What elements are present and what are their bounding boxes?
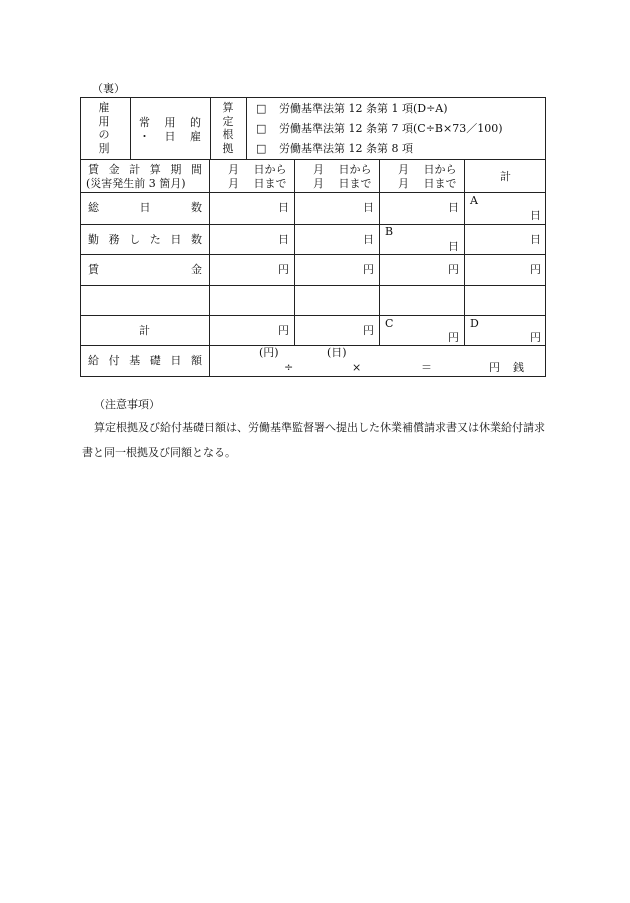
label-char: 計 [129, 163, 141, 176]
total-sum-unit[interactable]: 円 [530, 331, 541, 344]
label-char: し [129, 233, 141, 246]
total-days-2-unit[interactable]: 日 [363, 201, 374, 214]
label-char: 金 [191, 263, 202, 276]
label-char: 日 [170, 354, 182, 367]
label-b: B [385, 225, 394, 238]
label-char: 賃 [88, 163, 99, 176]
label-char: 数 [191, 201, 202, 214]
total-days-sum-unit[interactable]: 日 [530, 209, 541, 222]
value-char: 的 [190, 116, 201, 129]
page-label: （裏） [92, 82, 125, 95]
sen-unit: 銭 [513, 361, 524, 374]
checkbox-icon[interactable]: □ [256, 102, 267, 115]
basis-option-label: 労働基準法第 12 条第 1 項(D÷A) [279, 102, 448, 115]
label-char: 用 [98, 114, 110, 128]
period-3-from[interactable]: 月 日から [398, 163, 457, 176]
wages-1-unit[interactable]: 円 [278, 263, 289, 276]
notes-title: （注意事項） [94, 398, 160, 411]
total-3-unit[interactable]: 円 [448, 331, 459, 344]
label-char: た [149, 233, 161, 246]
label-char: 定 [222, 114, 234, 128]
label-char: 雇 [98, 101, 110, 114]
label-char: 総 [88, 201, 99, 214]
label-char: 拠 [222, 141, 234, 155]
value-char: 用 [164, 116, 176, 129]
checkbox-icon[interactable]: □ [256, 142, 267, 155]
worked-days-2-unit[interactable]: 日 [363, 233, 374, 246]
wages-label [88, 264, 202, 275]
period-1-to[interactable]: 月 日まで [228, 177, 287, 190]
total-days-3-unit[interactable]: 日 [448, 201, 459, 214]
label-a: A [470, 194, 478, 207]
period-2-to[interactable]: 月 日まで [313, 177, 372, 190]
label-char: 数 [190, 233, 202, 246]
total-1-unit[interactable]: 円 [278, 324, 289, 337]
label-char: の [98, 128, 110, 142]
label-char: 礎 [149, 354, 161, 367]
basis-label [222, 102, 234, 154]
label-char: 日 [139, 201, 151, 214]
value-char: 雇 [190, 130, 201, 143]
total-row-label: 計 [139, 324, 150, 337]
yen-unit: 円 [489, 361, 500, 374]
wages-3-unit[interactable]: 円 [448, 263, 459, 276]
label-char: 算 [222, 101, 234, 114]
divide-sign: ÷ [284, 361, 294, 374]
yen-paren-label: (円) [259, 346, 279, 359]
label-char: 額 [190, 354, 202, 367]
value-char: ・ [139, 130, 150, 143]
period-2-from[interactable]: 月 日から [313, 163, 372, 176]
worked-days-sum-unit[interactable]: 日 [530, 233, 541, 246]
basis-option-label: 労働基準法第 12 条第 7 項(C÷B×73／100) [279, 122, 503, 135]
value-char: 常 [139, 116, 150, 129]
equals-sign: ＝ [421, 361, 432, 374]
day-paren-label: (日) [327, 346, 347, 359]
label-d: D [470, 317, 479, 330]
period-total-label: 計 [500, 170, 511, 183]
period-label-line2: (災害発生前 3 箇月) [86, 177, 186, 190]
label-char: 賃 [88, 263, 99, 276]
label-char: 基 [129, 354, 141, 367]
label-char: 給 [88, 354, 99, 367]
label-char: 務 [108, 233, 120, 246]
label-char: 根 [222, 128, 234, 142]
total-days-label [88, 202, 202, 213]
label-c: C [385, 317, 394, 330]
label-char: 勤 [88, 233, 99, 246]
period-label-line1 [88, 164, 202, 175]
checkbox-icon[interactable]: □ [256, 122, 267, 135]
value-char: 日 [164, 130, 176, 143]
label-char: 日 [170, 233, 182, 246]
label-char: 間 [190, 163, 202, 176]
employment-type-label [98, 102, 110, 154]
employment-type-value-line1 [139, 117, 201, 128]
multiply-sign: × [352, 361, 362, 374]
total-2-unit[interactable]: 円 [363, 324, 374, 337]
wages-2-unit[interactable]: 円 [363, 263, 374, 276]
period-1-from[interactable]: 月 日から [228, 163, 287, 176]
basis-option-label: 労働基準法第 12 条第 8 項 [279, 142, 413, 155]
label-char: 期 [170, 163, 182, 176]
worked-days-3-unit[interactable]: 日 [448, 240, 459, 253]
employment-type-value-line2 [139, 131, 201, 142]
worked-days-label [88, 234, 202, 245]
notes-body: 算定根拠及び給付基礎日額は、労働基準監督署へ提出した休業補償請求書又は休業給付請求書と同一根拠及び同額となる。 [82, 421, 545, 459]
worked-days-1-unit[interactable]: 日 [278, 233, 289, 246]
total-days-1-unit[interactable]: 日 [278, 201, 289, 214]
period-3-to[interactable]: 月 日まで [398, 177, 457, 190]
label-char: 付 [108, 354, 120, 367]
label-char: 金 [108, 163, 120, 176]
base-daily-label [88, 355, 202, 366]
label-char: 算 [149, 163, 161, 176]
label-char: 別 [98, 141, 110, 155]
wages-sum-unit[interactable]: 円 [530, 263, 541, 276]
